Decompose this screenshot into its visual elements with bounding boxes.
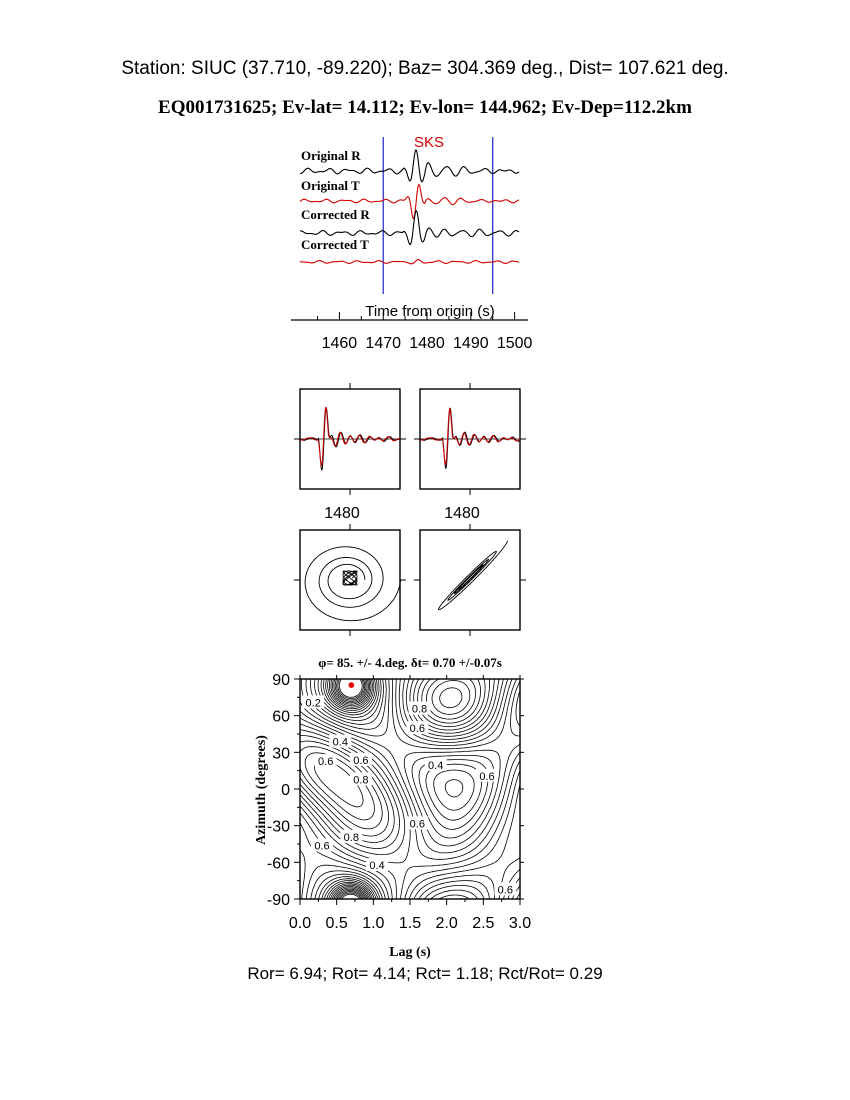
contour-label: 0.6	[353, 754, 369, 767]
contour-level	[339, 679, 362, 899]
time-tick-label: 1480	[409, 335, 445, 352]
time-tick-label: 1460	[321, 335, 358, 352]
lag-tick-label: 1.5	[398, 915, 422, 932]
azimuth-tick-label: 90	[272, 672, 290, 689]
contour-title	[318, 655, 502, 670]
lag-tick-label: 3.0	[508, 915, 532, 932]
azimuth-tick-label: 30	[272, 745, 290, 763]
trace-label-1: Original T	[301, 178, 360, 193]
trace-label-2: Corrected R	[301, 207, 370, 222]
lag-tick-label: 2.0	[435, 915, 458, 932]
contour-label: 0.2	[305, 697, 321, 710]
particle-path	[439, 541, 508, 610]
contour-label: 0.6	[318, 756, 334, 769]
contour-label: 0.4	[428, 759, 444, 772]
azimuth-tick-label: -90	[266, 892, 290, 909]
event-info: EQ001731625; Ev-lat= 14.112; Ev-lon= 144.962; Ev-Dep=112.2km	[158, 97, 692, 118]
contour-title-phi: φ= 85. +/- 4.deg.	[318, 655, 408, 670]
trace-label-3: Corrected T	[301, 237, 369, 252]
overlay-waveforms-0	[300, 407, 400, 470]
azimuth-tick-label: 60	[272, 708, 290, 726]
trace-line-3	[300, 260, 519, 264]
contour-label: 0.6	[409, 723, 425, 736]
contour-label: 0.4	[332, 736, 348, 749]
contour-label: 0.6	[409, 818, 425, 831]
contour-label: 0.8	[353, 774, 369, 787]
contour-level	[432, 681, 470, 715]
particle-motion-corr-path	[439, 541, 508, 610]
contour-label: 0.8	[343, 831, 359, 844]
contour-label: 0.6	[479, 770, 495, 783]
azimuth-axis-label: Azimuth (degrees)	[254, 735, 269, 845]
contour-level	[300, 679, 490, 899]
station-info: Station: SIUC (37.710, -89.220); Baz= 304.369 deg., Dist= 107.621 deg.	[121, 58, 729, 79]
overlay-tick-label: 1480	[444, 505, 480, 522]
contour-label: 0.6	[314, 840, 330, 853]
lag-tick-label: 2.5	[472, 915, 495, 932]
contour-level	[321, 679, 463, 899]
particle-path-knot	[343, 571, 357, 585]
azimuth-tick-label: 0	[281, 782, 290, 799]
contour-title-dt: δt= 0.70 +/-0.07s	[410, 655, 502, 670]
time-axis-label: Time from origin (s)	[365, 303, 495, 320]
overlay-waveforms-1	[420, 408, 520, 468]
lag-tick-label: 1.0	[362, 915, 385, 932]
contour-level	[318, 679, 474, 899]
ratio-summary: Ror= 6.94; Rot= 4.14; Rct= 1.18; Rct/Rot= 0.29	[247, 964, 603, 983]
contour-label: 0.8	[411, 703, 428, 716]
azimuth-tick-label: -30	[266, 818, 290, 836]
contour-label: 0.6	[497, 884, 513, 897]
trace-label-0: Original R	[301, 148, 361, 163]
phase-label: SKS	[414, 134, 445, 151]
contour-level	[440, 688, 462, 708]
contour-level	[314, 679, 475, 899]
overlay-line-1	[420, 409, 520, 465]
best-fit-marker	[349, 682, 355, 688]
particle-motion-orig-path	[305, 547, 400, 621]
time-tick-label: 1500	[496, 335, 533, 352]
contour-label: 0.4	[369, 860, 385, 872]
azimuth-tick-label: -60	[266, 855, 290, 873]
overlay-tick-label: 1480	[324, 505, 360, 522]
particle-motion-original	[300, 530, 400, 630]
lag-tick-label: 0.5	[325, 915, 348, 932]
lag-axis-label: Lag (s)	[389, 945, 431, 960]
contour-level	[334, 679, 367, 899]
lag-tick-label: 0.0	[288, 915, 312, 932]
time-tick-label: 1470	[365, 335, 402, 352]
time-tick-label: 1490	[453, 335, 489, 352]
